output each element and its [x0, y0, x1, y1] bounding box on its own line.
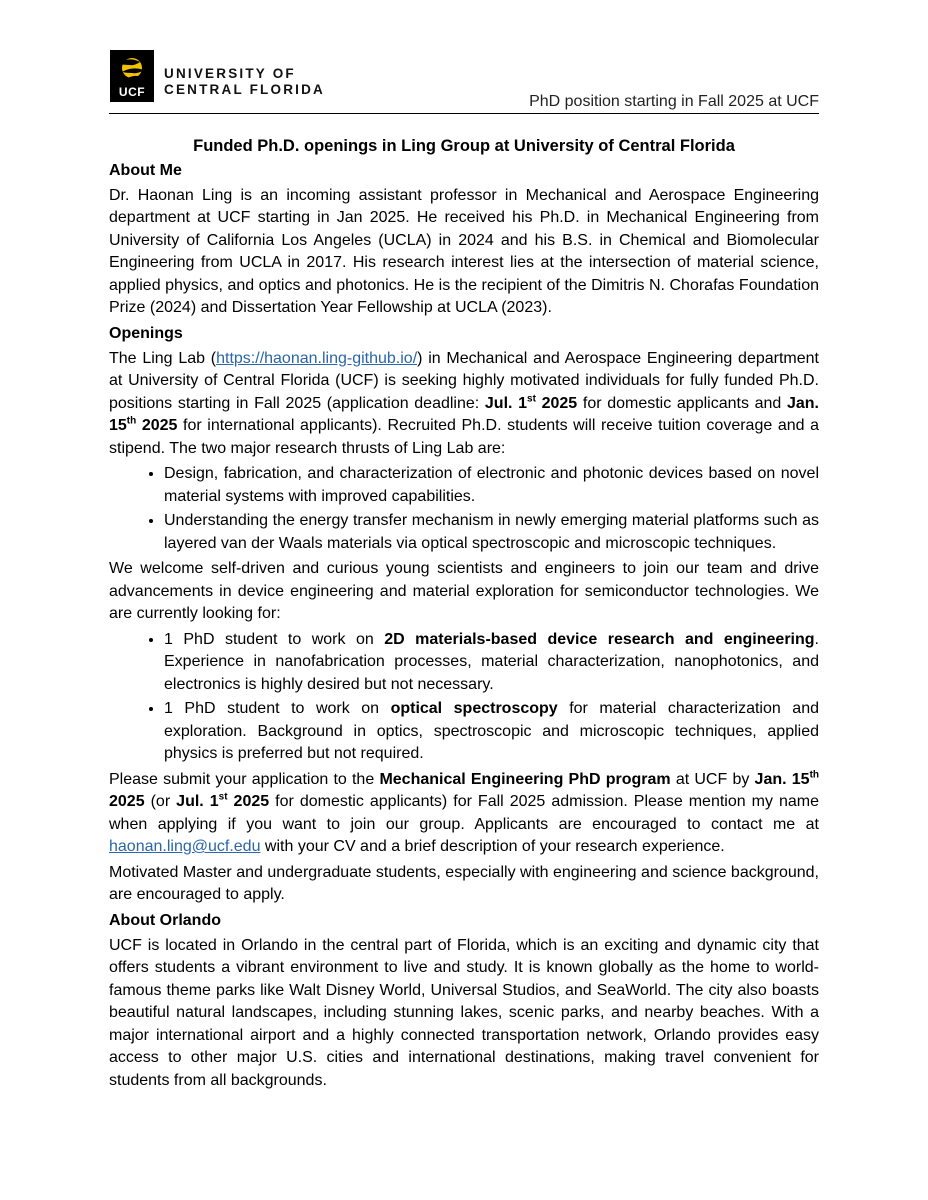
domestic-deadline: Jul. 1st 2025 — [484, 393, 578, 412]
research-thrusts-list — [109, 463, 819, 555]
list-item: • 1 PhD student to work on optical spectroscopy for material characterization and exploration. Background in optics, spectroscopic and microscopic techniques, applied physics is preferred but not required. — [164, 698, 819, 766]
list-item: • Design, fabrication, and characterization of electronic and photonic devices based on novel material systems with improved capabilities. — [164, 463, 819, 508]
application-instructions: Please submit your application to the Mechanical Engineering PhD program at UCF by Jan. 15th 2025 (or Jul. 1st 2025 for domestic applicants) for Fall 2025 admission. Please mention my name when applying if you want to join our group. Applicants are encouraged to contact me at haonan.ling@ucf.edu with your CV and a brief description of your research experience. — [109, 769, 820, 855]
about-me-text: Dr. Haonan Ling is an incoming assistant professor in Mechanical and Aerospace Engineering department at UCF starting in Jan 2025. He received his Ph.D. in Mechanical Engineering from University of California Los Angeles (UCLA) in 2024 and his B.S. in Chemical and Biomolecular Engineering from UCLA in 2017. His research interest lies at the intersection of material science, applied physics, and optics and photonics. He is the recipient of the Dimitris N. Chorafas Foundation Prize (2024) and Dissertation Year Fellowship at UCLA (2023). — [109, 186, 819, 316]
positions-list — [109, 629, 819, 766]
university-line-1: UNIVERSITY OF — [164, 66, 296, 81]
ucf-logo — [110, 50, 330, 102]
logo-abbr: UCF — [118, 85, 146, 99]
openings-heading: Openings — [109, 324, 183, 342]
university-line-2: CENTRAL FLORIDA — [164, 82, 325, 97]
orlando-heading: About Orlando — [109, 911, 221, 929]
international-deadline: Jan. 15th 2025 — [109, 394, 819, 434]
masters-text: Motivated Master and undergraduate students, especially with engineering and science background, are encouraged to apply. — [109, 863, 819, 903]
university-name — [164, 66, 325, 98]
orlando-text: UCF is located in Orlando in the central part of Florida, which is an exciting and dynamic city that offers students a vibrant environment to live and study. It is known globally as the home to world-famous theme parks like Walt Disney World, Universal Studios, and SeaWorld. The city also boasts beautiful natural landscapes, including stunning lakes, scenic parks, and nearby beaches. With a major international airport and a highly connected transportation network, Orlando provides easy access to other major U.S. cities and international destinations, making travel convenient for students from all backgrounds. — [109, 936, 819, 1089]
header-divider — [109, 113, 819, 114]
header-title: PhD position starting in Fall 2025 at UCF — [529, 93, 819, 110]
document-body — [109, 135, 819, 1095]
welcome-text: We welcome self-driven and curious young scientists and engineers to join our team and drive advancements in device engineering and material exploration for semiconductor technologies. We are currently looking for: — [109, 560, 819, 622]
about-me-heading: About Me — [109, 161, 182, 179]
list-item: • 1 PhD student to work on 2D materials-based device research and engineering. Experience in nanofabrication processes, material characterization, nanophotonics, and electronics is highly desired but not necessary. — [164, 629, 819, 697]
openings-intro: The Ling Lab (https://haonan.ling-github.io/) in Mechanical and Aerospace Engineering department at University of Central Florida (UCF) is seeking highly motivated individuals for fully funded Ph.D. positions starting in Fall 2025 (application deadline: Jul. 1st 2025 for domestic applicants and Jan. 15th 2025 for international applicants). Recruited Ph.D. students will receive tuition coverage and a stipend. The two major research thrusts of Ling Lab are: — [109, 349, 820, 457]
page-title: Funded Ph.D. openings in Ling Group at University of Central Florida — [193, 137, 735, 155]
pegasus-logo-icon — [110, 50, 154, 102]
lab-website-link[interactable]: https://haonan.ling-github.io/ — [216, 349, 418, 367]
email-link[interactable]: haonan.ling@ucf.edu — [109, 838, 261, 855]
list-item: • Understanding the energy transfer mechanism in newly emerging material platforms such as layered van der Waals materials via optical spectroscopic and microscopic techniques. — [164, 510, 819, 555]
